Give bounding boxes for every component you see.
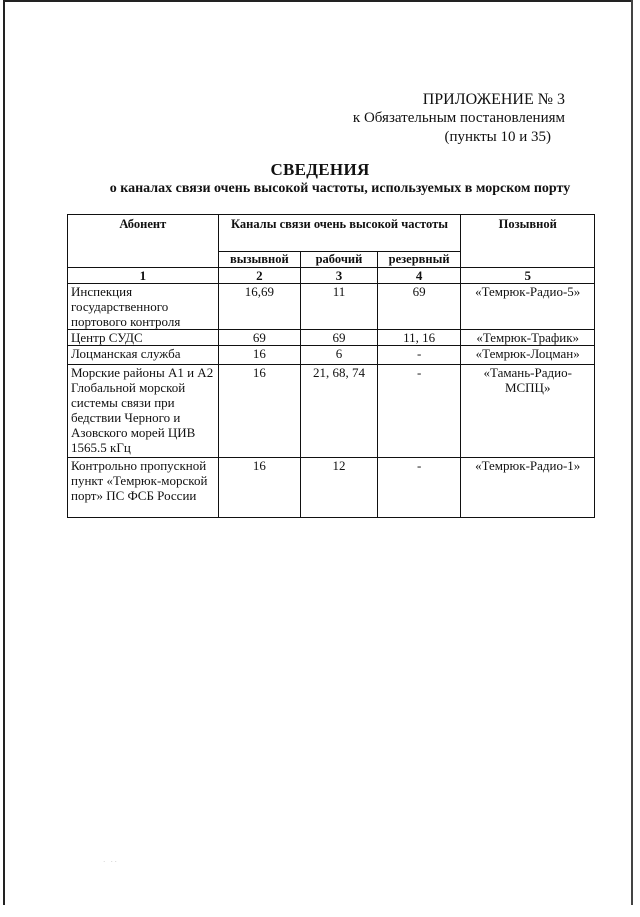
- cell-reserve: -: [377, 458, 461, 518]
- cell-calling: 16: [218, 458, 300, 518]
- page-border-right: [631, 0, 633, 905]
- cell-calling: 16,69: [218, 284, 300, 330]
- channels-table: [67, 214, 595, 518]
- header-subscriber: Абонент: [68, 215, 219, 268]
- cell-working: 11: [301, 284, 378, 330]
- appendix-number: ПРИЛОЖЕНИЕ № 3: [422, 91, 565, 108]
- column-number: 2: [218, 268, 300, 284]
- header-callsign: Позывной: [461, 215, 595, 268]
- cell-callsign: «Темрюк-Трафик»: [461, 330, 595, 346]
- column-number-row: [68, 268, 595, 284]
- cell-reserve: -: [377, 365, 461, 458]
- cell-subscriber: Морские районы А1 и А2 Глобальной морской системы связи при бедствии Черного и Азовского морей ЦИВ 1565.5 кГц: [68, 365, 219, 458]
- header-working: рабочий: [301, 252, 378, 268]
- document-title: СВЕДЕНИЯ: [270, 160, 370, 179]
- column-number: 1: [68, 268, 219, 284]
- document-subtitle: о каналах связи очень высокой частоты, используемых в морском порту: [109, 181, 571, 196]
- header-reserve: резервный: [377, 252, 461, 268]
- appendix-clauses: (пункты 10 и 35): [444, 129, 551, 145]
- table-row: [68, 284, 595, 330]
- cell-working: 6: [301, 346, 378, 365]
- cell-working: 12: [301, 458, 378, 518]
- table-row: [68, 365, 595, 458]
- cell-calling: 16: [218, 365, 300, 458]
- cell-callsign: «Темрюк-Радио-5»: [461, 284, 595, 330]
- table-row: [68, 330, 595, 346]
- table-row: [68, 458, 595, 518]
- cell-subscriber: Контрольно пропускной пункт «Темрюк-морской порт» ПС ФСБ России: [68, 458, 219, 518]
- column-number: 5: [461, 268, 595, 284]
- cell-subscriber: Инспекция государственного портового контроля: [68, 284, 219, 330]
- page-border-top: [3, 0, 633, 2]
- column-number: 3: [301, 268, 378, 284]
- cell-reserve: -: [377, 346, 461, 365]
- header-calling: вызывной: [218, 252, 300, 268]
- table-row: [68, 346, 595, 365]
- cell-subscriber: Лоцманская служба: [68, 346, 219, 365]
- scan-specks: · · ·: [103, 858, 117, 866]
- column-number: 4: [377, 268, 461, 284]
- cell-working: 69: [301, 330, 378, 346]
- appendix-reference: к Обязательным постановлениям: [352, 110, 565, 126]
- cell-subscriber: Центр СУДС: [68, 330, 219, 346]
- cell-reserve: 11, 16: [377, 330, 461, 346]
- cell-callsign: «Темрюк-Радио-1»: [461, 458, 595, 518]
- cell-calling: 16: [218, 346, 300, 365]
- table-header-row: [68, 215, 595, 252]
- cell-calling: 69: [218, 330, 300, 346]
- cell-working: 21, 68, 74: [301, 365, 378, 458]
- cell-callsign: «Темрюк-Лоцман»: [461, 346, 595, 365]
- page-border-left: [3, 0, 5, 905]
- appendix-header: [353, 90, 565, 147]
- cell-reserve: 69: [377, 284, 461, 330]
- cell-callsign: «Тамань-Радио-МСПЦ»: [461, 365, 595, 458]
- header-channels: Каналы связи очень высокой частоты: [218, 215, 461, 252]
